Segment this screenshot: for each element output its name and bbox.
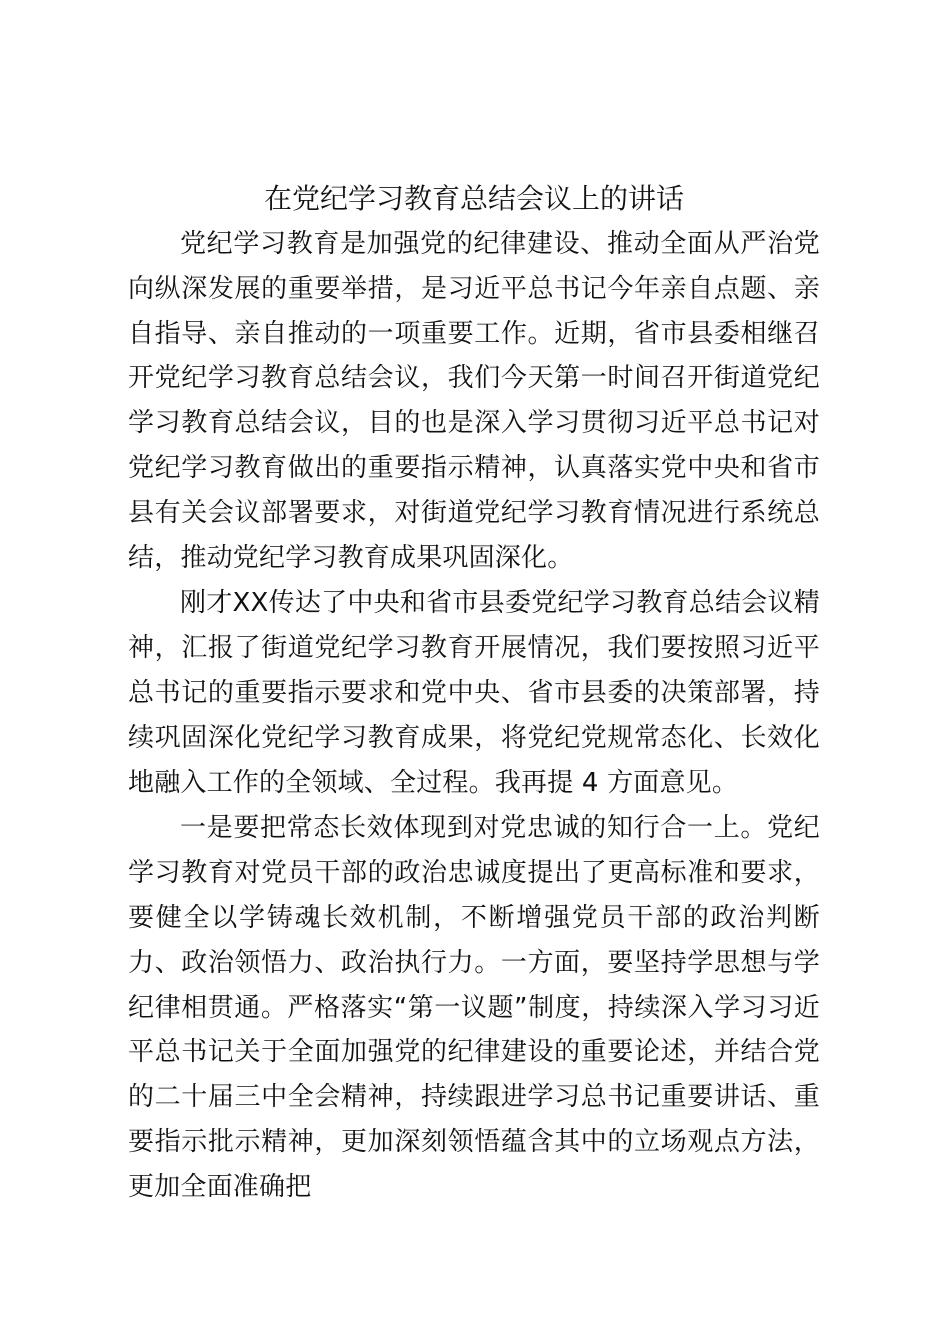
paragraph-intro: 党纪学习教育是加强党的纪律建设、推动全面从严治党向纵深发展的重要举措，是习近平总书记今年亲自点题、亲自指导、亲自推动的一项重要工作。近期，省市县委相继召开党纪学习教育总结会议，我们今天第一时间召开街道党纪学习教育总结会议，目的也是深入学习贯彻习近平总书记对党纪学习教育做出的重要指示精神，认真落实党中央和省市县有关会议部署要求，对街道党纪学习教育情况进行系统总结，推动党纪学习教育成果巩固深化。 xyxy=(128,229,820,573)
paragraph-point-one: 一是要把常态长效体现到对党忠诚的知行合一上。党纪学习教育对党员干部的政治忠诚度提出了更高标准和要求，要健全以学铸魂长效机制，不断增强党员干部的政治判断力、政治领悟力、政治执行力。一方面，要坚持学思想与学纪律相贯通。严格落实“第一议题”制度，持续深入学习习近平总书记关于全面加强党的纪律建设的重要论述，并结合党的二十届三中全会精神，持续跟进学习总书记重要讲话、重要指示批示精神，更加深刻领悟蕴含其中的立场观点方法，更加全面准确把 xyxy=(128,813,820,1202)
document-body xyxy=(128,176,820,1210)
paragraph-summary: 刚才XX传达了中央和省市县委党纪学习教育总结会议精神，汇报了街道党纪学习教育开展情况，我们要按照习近平总书记的重要指示要求和党中央、省市县委的决策部署，持续巩固深化党纪学习教育成果，将党纪党规常态化、长效化地融入工作的全领域、全过程。我再提 4 方面意见。 xyxy=(128,588,820,798)
document-title: 在党纪学习教育总结会议上的讲话 xyxy=(263,182,684,215)
